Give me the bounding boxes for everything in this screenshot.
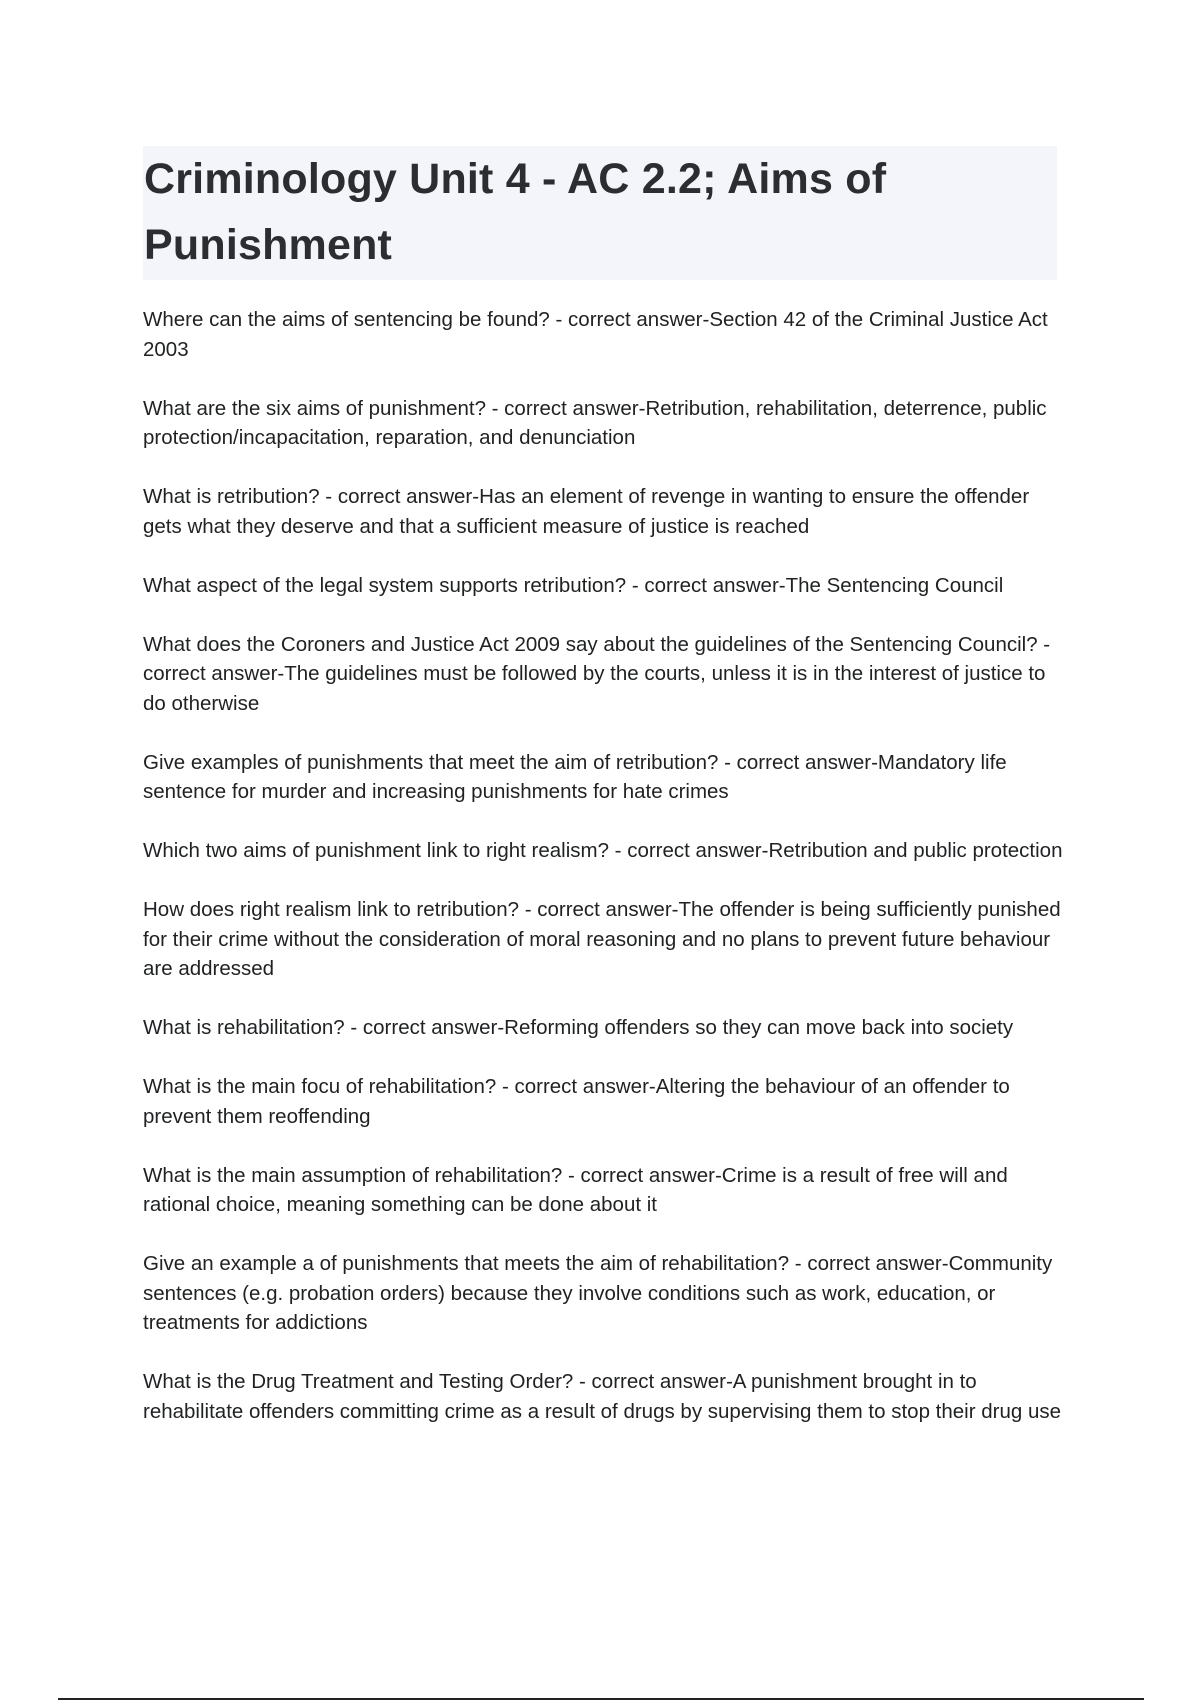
qa-entry: What aspect of the legal system supports retribution? - correct answer-The Sentencing Council: [143, 573, 1004, 597]
qa-entry: Give an example a of punishments that meets the aim of rehabilitation? - correct answer-Community sentences (e.g. probation orders) because they involve conditions such as work, education, or treatments for addictions: [143, 1252, 1053, 1334]
qa-entry: What is the Drug Treatment and Testing Order? - correct answer-A punishment brought in to rehabilitate offenders committing crime as a result of drugs by supervising them to stop their drug use: [143, 1370, 1062, 1423]
qa-entry: Where can the aims of sentencing be found? - correct answer-Section 42 of the Criminal Justice Act 2003: [143, 308, 1048, 361]
qa-entry: What is the main focu of rehabilitation? - correct answer-Altering the behaviour of an offender to prevent them reoffending: [143, 1075, 1010, 1128]
qa-entry: What is retribution? - correct answer-Has an element of revenge in wanting to ensure the offender gets what they deserve and that a sufficient measure of justice is reached: [143, 485, 1030, 538]
qa-entry: Give examples of punishments that meet the aim of retribution? - correct answer-Mandatory life sentence for murder and increasing punishments for hate crimes: [143, 750, 1007, 803]
qa-list: [143, 305, 1063, 1456]
title-block: [143, 146, 1057, 280]
qa-entry: What does the Coroners and Justice Act 2009 say about the guidelines of the Sentencing Council? - correct answer-The guidelines must be followed by the courts, unless it is in the interest of justice to do otherwise: [143, 632, 1051, 715]
qa-entry: What are the six aims of punishment? - correct answer-Retribution, rehabilitation, deterrence, public protection/incapacitation, reparation, and denunciation: [143, 396, 1047, 449]
qa-entry: What is the main assumption of rehabilitation? - correct answer-Crime is a result of free will and rational choice, meaning something can be done about it: [143, 1163, 1008, 1216]
page-title: Criminology Unit 4 - AC 2.2; Aims of Punishment: [144, 155, 887, 269]
qa-entry: How does right realism link to retribution? - correct answer-The offender is being sufficiently punished for their crime without the consideration of moral reasoning and no plans to prevent future behaviour are addressed: [143, 898, 1061, 980]
qa-entry: Which two aims of punishment link to right realism? - correct answer-Retribution and public protection: [143, 839, 1063, 862]
qa-entry: What is rehabilitation? - correct answer-Reforming offenders so they can move back into society: [143, 1016, 1014, 1039]
